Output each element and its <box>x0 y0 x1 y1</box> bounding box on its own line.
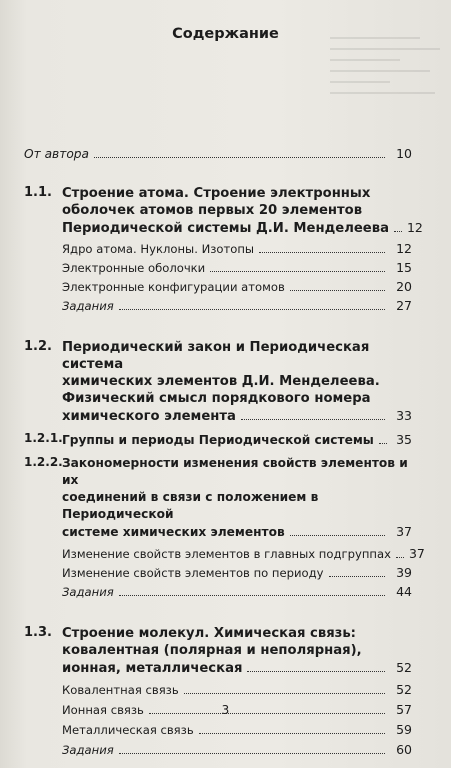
toc-page-number: 52 <box>396 682 412 697</box>
section-title-line: системе химических элементов <box>62 525 285 539</box>
dot-leader <box>119 309 385 310</box>
toc-entry-label: Задания <box>62 585 114 599</box>
section-title-line: Периодический закон и Периодическая система <box>62 340 370 372</box>
toc-page-number: 60 <box>396 742 412 757</box>
section-title-line: соединений в связи с положением в Периодической <box>62 490 319 521</box>
dot-leader <box>247 671 385 672</box>
toc-entry-label: Ионная связь <box>62 703 144 717</box>
section-number: 1.2.1. <box>24 431 63 445</box>
dot-leader <box>396 557 404 558</box>
section-title-line: ковалентная (полярная и неполярная), <box>62 643 362 658</box>
table-of-contents <box>24 145 425 759</box>
section-title-line: химических элементов Д.И. Менделеева. <box>62 374 380 389</box>
toc-page-number: 35 <box>396 432 412 447</box>
section-title-line: Периодической системы Д.И. Менделеева <box>62 221 389 236</box>
toc-entry-label: Изменение свойств элементов по периоду <box>62 566 324 580</box>
toc-entry-label: Задания <box>62 743 114 757</box>
toc-page-number: 27 <box>396 298 412 313</box>
toc-entry-label: Изменение свойств элементов в главных подгруппах <box>62 547 391 561</box>
toc-entry-label: Задания <box>62 299 114 313</box>
dot-leader <box>94 157 385 158</box>
section-number: 1.2.2. <box>24 455 63 469</box>
toc-entry-label: Ядро атома. Нуклоны. Изотопы <box>62 242 255 256</box>
toc-page-number: 57 <box>396 702 412 717</box>
toc-page-number: 33 <box>396 408 412 423</box>
dot-leader <box>199 733 385 734</box>
toc-page-number: 12 <box>406 220 423 235</box>
toc-page-number: 52 <box>396 660 412 675</box>
dot-leader <box>119 595 385 596</box>
toc-page-number: 15 <box>396 260 412 275</box>
toc-page-number: 10 <box>396 146 412 161</box>
dot-leader <box>119 753 385 754</box>
dot-leader <box>379 443 387 444</box>
toc-sub-entry[interactable] <box>62 240 412 258</box>
section-number: 1.3. <box>24 625 52 640</box>
dot-leader <box>290 290 385 291</box>
toc-entry-label: Металлическая связь <box>62 723 194 737</box>
toc-sub-entry[interactable] <box>62 297 412 315</box>
toc-page-number: 12 <box>396 241 412 256</box>
section-title-line: Строение молекул. Химическая связь: <box>62 626 356 641</box>
section-number: 1.2. <box>24 339 52 354</box>
toc-page-number: 59 <box>396 722 412 737</box>
toc-page-number: 44 <box>396 584 412 599</box>
toc-sub-entry[interactable] <box>62 545 425 563</box>
toc-sub-entry[interactable] <box>62 583 412 601</box>
dot-leader <box>290 535 385 536</box>
section-title-line: Группы и периоды Периодической системы <box>62 433 374 447</box>
toc-sub-entry[interactable] <box>62 259 412 277</box>
section-title-line: химического элемента <box>62 409 236 424</box>
toc-page-number: 20 <box>396 279 412 294</box>
toc-entry-label: От автора <box>24 147 89 161</box>
toc-entry-label: Электронные конфигурации атомов <box>62 280 285 294</box>
toc-entry-1-3[interactable] <box>24 625 412 677</box>
toc-entry-1-1[interactable] <box>24 185 423 237</box>
bleed-through-text <box>330 28 450 138</box>
toc-page-number: 37 <box>396 524 412 539</box>
toc-entry-1-2[interactable] <box>24 339 412 425</box>
toc-sub-entry[interactable] <box>62 721 412 739</box>
toc-sub-entry[interactable] <box>62 741 412 759</box>
page-title: Содержание <box>172 26 279 42</box>
toc-entry-1-2-2[interactable] <box>24 455 412 541</box>
dot-leader <box>210 271 385 272</box>
toc-entry-label: Ковалентная связь <box>62 683 179 697</box>
dot-leader <box>329 576 385 577</box>
section-title-line: Закономерности изменения свойств элементов и их <box>62 456 408 487</box>
toc-sub-entry[interactable] <box>62 564 412 582</box>
section-title-line: Строение атома. Строение электронных <box>62 186 371 201</box>
toc-page-number: 37 <box>408 546 425 561</box>
section-title-line: ионная, металлическая <box>62 661 243 676</box>
toc-sub-entry[interactable] <box>62 681 412 699</box>
section-title-line: Физический смысл порядкового номера <box>62 391 371 406</box>
dot-leader <box>241 419 385 420</box>
page-number: 3 <box>221 703 230 717</box>
toc-entry-label: Электронные оболочки <box>62 261 206 275</box>
toc-entry-author[interactable] <box>24 145 412 163</box>
toc-page-number: 39 <box>396 565 412 580</box>
toc-entry-1-2-1[interactable] <box>24 431 412 449</box>
dot-leader <box>259 252 385 253</box>
section-title-line: оболочек атомов первых 20 элементов <box>62 203 363 218</box>
dot-leader <box>394 231 402 232</box>
dot-leader <box>184 693 385 694</box>
toc-sub-entry[interactable] <box>62 278 412 296</box>
section-number: 1.1. <box>24 185 52 200</box>
